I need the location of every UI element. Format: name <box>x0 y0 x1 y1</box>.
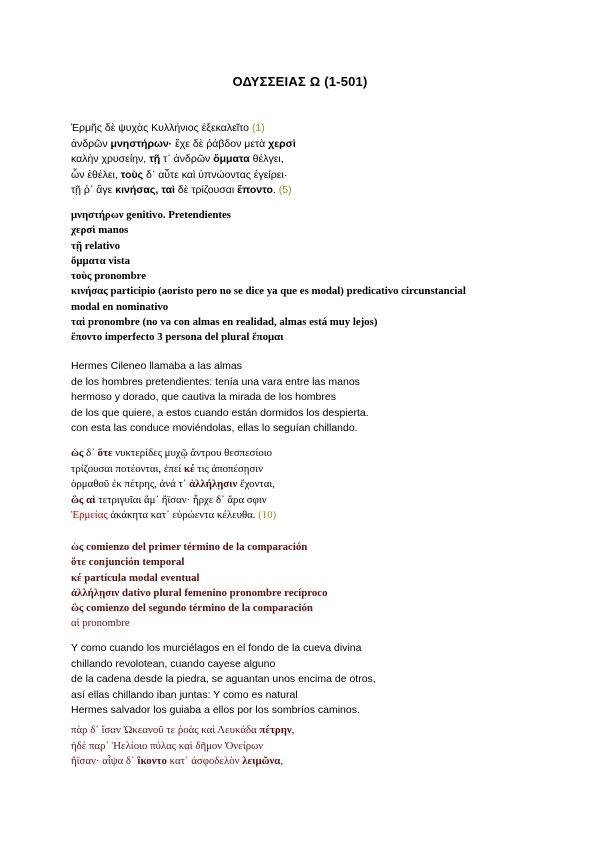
grammar-notes-1 <box>71 208 551 346</box>
verse-text: δ᾽ αὖτε καὶ ὑπνώοντας ἐγείρει· <box>143 168 288 181</box>
highlighted-word: ὄμματα <box>213 153 250 166</box>
verse-text: δ᾽ <box>83 447 98 459</box>
grammar-notes-2 <box>71 540 551 632</box>
highlighted-word: ὡς <box>71 447 84 459</box>
translation-line: de la cadena desde la piedra, se aguantan unos encima de otros, <box>71 673 376 686</box>
verse-line <box>71 723 551 739</box>
highlighted-word: τῇ <box>149 153 161 166</box>
verse-text: τις ἀποπέσῃσιν <box>194 462 264 475</box>
verse-text: ὧν ἐθέλει, <box>71 168 121 181</box>
note-line: ἀλλήλῃσιν dativo plural femenino pronombre recíproco <box>71 586 328 599</box>
translation-line: de los hombres pretendientes: tenía una vara entre las manos <box>71 375 360 388</box>
highlighted-word: ἀλλήλῃσιν <box>189 478 238 491</box>
verse-text: . <box>272 184 279 197</box>
verse-text: Ἑρμῆς δὲ ψυχὰς Κυλλήνιος ἐξεκαλεῖτο <box>71 122 252 134</box>
verse-text: καλὴν χρυσείην, <box>71 153 150 166</box>
translation-line: Hermes salvador los guiaba a ellos por los sombríos caminos. <box>71 704 360 717</box>
verse-number: (10) <box>258 509 277 522</box>
note-line: κινήσας participio (aoristo pero no se dice ya que es modal) predicativo circunstancial <box>71 285 466 298</box>
highlighted-word: Ἑρμείας <box>71 509 108 522</box>
verse-text: τρίζουσαι ποτέονται, ἐπεί <box>71 462 184 475</box>
verse-line <box>71 739 551 755</box>
note-line: μνηστήρων genitivo. Pretendientes <box>71 209 232 221</box>
highlighted-word: λειμῶνα <box>242 755 281 768</box>
translation-line: hermoso y dorado, que cautiva la mirada de los hombres <box>71 391 336 404</box>
highlighted-word: ἕποντο <box>237 184 273 197</box>
greek-verses-1-5 <box>71 121 551 199</box>
verse-text: νυκτερίδες μυχῷ ἄντρου θεσπεσίοιο <box>112 447 273 459</box>
verse-text: ἔχονται, <box>237 478 276 491</box>
highlighted-word: χερσὶ <box>268 137 296 150</box>
verse-line <box>71 137 551 153</box>
verse-line <box>71 493 551 509</box>
verse-line <box>71 477 551 493</box>
highlighted-word: ἵκοντο <box>137 755 167 768</box>
verse-line <box>71 152 551 168</box>
highlighted-word: ὅτε <box>97 447 113 459</box>
translation-line: Y como cuando los murciélagos en el fondo de la cueva divina <box>71 642 362 654</box>
verse-text: θέλγει, <box>249 153 284 166</box>
verse-line <box>71 446 551 462</box>
note-line: ὡς comienzo del primer término de la comparación <box>71 541 308 553</box>
highlighted-word: κινήσας, <box>115 184 159 197</box>
translation-line: así ellas chillando iban juntas: Y como es natural <box>71 688 298 701</box>
verse-text: τ᾽ ἀνδρῶν <box>160 153 214 166</box>
note-line: ὣς comienzo del segundo término de la comparación <box>71 602 313 615</box>
note-line: τοὺς pronombre <box>71 270 147 283</box>
highlighted-word: αἱ <box>86 493 96 506</box>
verse-text: πὰρ δ᾽ ἴσαν Ὠκεανοῦ τε ῥοὰς καὶ Λευκάδα <box>71 724 260 736</box>
verse-line <box>71 121 551 137</box>
verse-line <box>71 754 551 770</box>
note-line: κέ partícula modal eventual <box>71 571 200 584</box>
verse-text: τετριγυῖαι ἅμ᾽ ἤϊσαν· ἦρχε δ᾽ ἄρα σφιν <box>95 493 267 506</box>
verse-text: ἤϊσαν· αἶψα δ᾽ <box>71 755 138 768</box>
translation-line: de los que quiere, a estos cuando están dormidos los despierta. <box>71 406 369 419</box>
highlighted-word: ὣς <box>71 493 84 506</box>
verse-text: , <box>280 755 284 768</box>
verse-text: τῇ ῥ᾽ ἄγε <box>71 184 116 197</box>
translation-line: chillando revolotean, cuando cayese alguno <box>71 657 276 670</box>
translation-line: con esta las conduce moviéndolas, ellas lo seguían chillando. <box>71 422 358 435</box>
verse-text: κατ᾽ ἀσφοδελὸν <box>166 755 243 768</box>
verse-text: ὁρμαθοῦ ἐκ πέτρης, ἀνά τ᾽ <box>71 478 190 491</box>
highlighted-word: ταὶ <box>161 184 175 197</box>
verse-text: ἠδὲ παρ᾽ Ἠελίοιο πύλας καὶ δῆμον Ὀνείρων <box>71 739 264 752</box>
highlighted-word: μνηστήρων· <box>110 137 173 150</box>
note-line: τῇ relativo <box>71 239 120 252</box>
note-line: ταὶ pronombre (no va con almas en realidad, almas está muy lejos) <box>71 316 378 329</box>
verse-text: ἀνδρῶν <box>71 137 111 150</box>
highlighted-word: κέ <box>183 462 195 475</box>
verse-text: δὲ τρίζουσαι <box>174 184 238 197</box>
highlighted-word: πέτρην <box>259 724 292 736</box>
spanish-translation-2 <box>71 641 551 719</box>
greek-verses-11-13 <box>71 723 551 770</box>
page-title: ΟΔΥΣΣΕΙΑΣ Ω (1-501) <box>232 74 368 89</box>
verse-line <box>71 183 551 199</box>
greek-verses-6-10 <box>71 446 551 524</box>
verse-number: (5) <box>278 184 292 197</box>
note-line: ὅτε conjunción temporal <box>71 556 185 569</box>
note-line: ὄμματα vista <box>71 254 130 267</box>
verse-text: , <box>291 724 295 736</box>
verse-number: (1) <box>251 122 265 134</box>
spanish-translation-1 <box>71 359 551 437</box>
translation-line: Hermes Cileneo llamaba a las almas <box>71 360 242 372</box>
note-line: χερσὶ manos <box>71 224 129 237</box>
note-line: ἕποντο imperfecto 3 persona del plural ἕπομαι <box>71 331 284 344</box>
note-line: modal en nominativo <box>71 300 169 313</box>
verse-text: ἔχε δὲ ῥάβδον μετὰ <box>172 137 269 150</box>
verse-line <box>71 462 551 478</box>
highlighted-word: τοὺς <box>120 168 144 181</box>
verse-line <box>71 508 551 524</box>
verse-text: ἀκάκητα κατ᾽ εὐρώεντα κέλευθα. <box>107 509 259 522</box>
verse-line <box>71 168 551 184</box>
note-line: αἱ pronombre <box>71 617 130 630</box>
